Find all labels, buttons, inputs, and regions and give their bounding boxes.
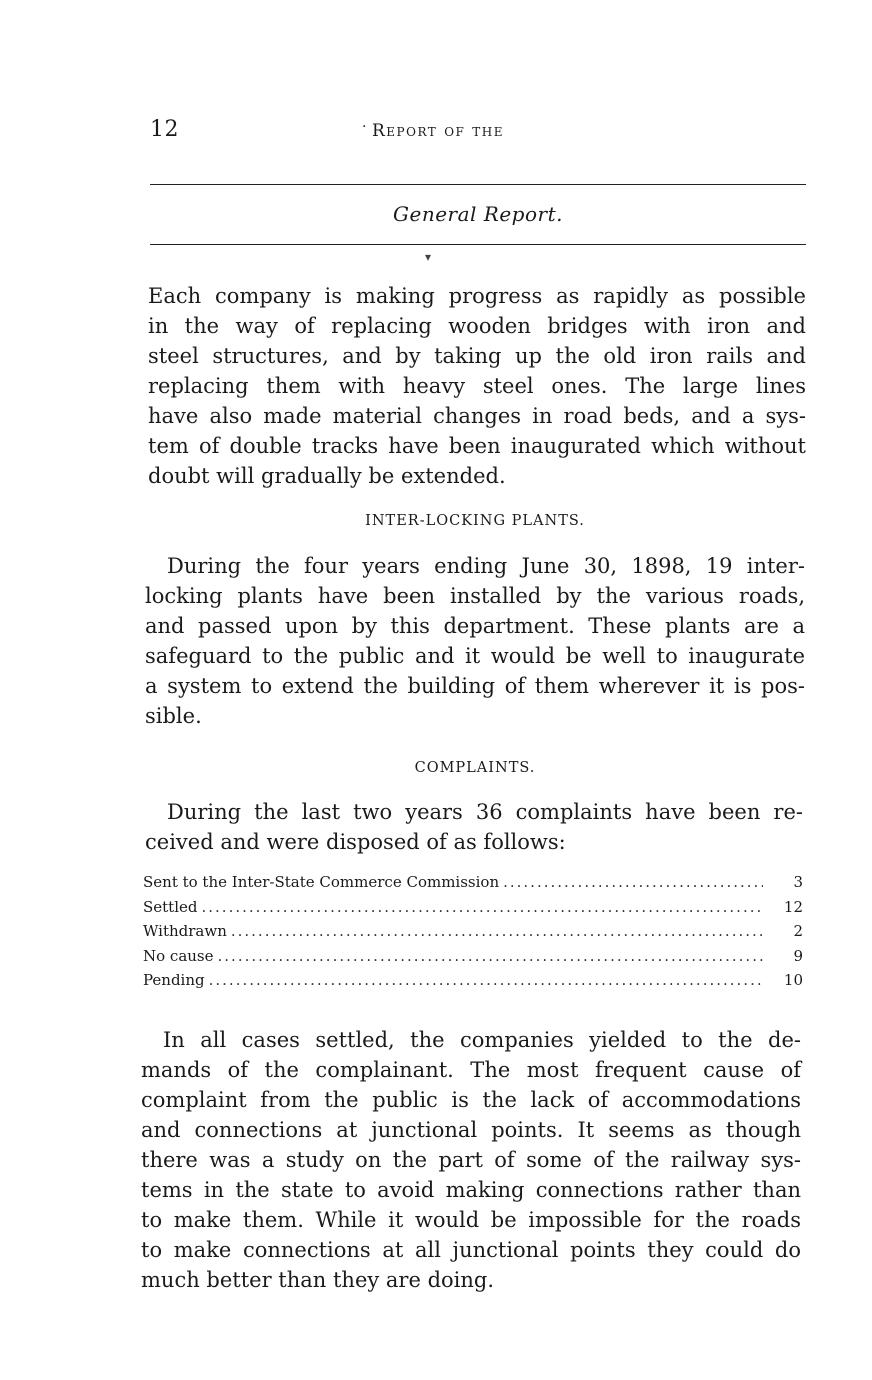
text-line: mands of the complainant. The most frequent cause of: [141, 1058, 801, 1082]
text-line: ceived and were disposed of as follows:: [145, 830, 566, 854]
leader-dots: [503, 873, 763, 891]
complaint-label: Settled: [143, 897, 198, 916]
bullet-mark-icon: ·: [362, 119, 368, 135]
running-title-text: Report of the: [372, 121, 504, 141]
complaint-count: 9: [793, 946, 803, 965]
complaint-count: 10: [783, 971, 803, 989]
text-line: replacing them with heavy steel ones. The large lines: [148, 374, 806, 398]
text-line: tem of double tracks have been inaugurated which without: [148, 434, 806, 458]
text-line: During the four years ending June 30, 1898, 19 inter-: [167, 554, 805, 578]
text-line: to make them. While it would be impossible for the roads: [141, 1208, 801, 1232]
complaint-count: 3: [793, 873, 803, 891]
text-line: During the last two years 36 complaints have been re-: [167, 800, 803, 824]
running-title: [362, 119, 504, 141]
text-line: complaint from the public is the lack of accommodations: [141, 1088, 801, 1112]
text-line: Each company is making progress as rapidly as possible: [148, 284, 806, 308]
complaints-table: [143, 873, 803, 996]
text-line: much better than they are doing.: [141, 1268, 495, 1292]
complaint-count: 2: [793, 922, 803, 940]
table-row: [143, 922, 803, 947]
text-line: and passed upon by this department. These plants are a: [145, 614, 805, 638]
subhead-interlocking-plants: INTER-LOCKING PLANTS.: [365, 513, 585, 529]
leader-dots: [231, 922, 763, 940]
paragraph-interlocking: [145, 551, 805, 731]
text-line: safeguard to the public and it would be well to inaugurate: [145, 644, 805, 668]
leader-dots: [202, 898, 764, 916]
paragraph-settled-cases: [141, 1025, 801, 1295]
text-line: a system to extend the building of them wherever it is pos-: [145, 674, 805, 698]
page-number: 12: [150, 117, 179, 142]
complaint-label: Withdrawn: [143, 922, 227, 940]
complaint-label: Sent to the Inter-State Commerce Commission: [143, 873, 500, 891]
text-line: have also made material changes in road beds, and a sys-: [148, 404, 806, 428]
text-line: doubt will gradually be extended.: [148, 464, 506, 488]
text-line: In all cases settled, the companies yielded to the de-: [163, 1028, 801, 1052]
table-row: [143, 947, 803, 972]
leader-dots: [209, 971, 763, 989]
text-line: there was a study on the part of some of the railway sys-: [141, 1148, 801, 1172]
paragraph-bridges: [148, 281, 806, 491]
text-line: sible.: [145, 704, 202, 728]
table-row: [143, 898, 803, 923]
section-title: General Report.: [393, 202, 563, 226]
text-line: to make connections at all junctional points they could do: [141, 1238, 801, 1262]
text-line: steel structures, and by taking up the old iron rails and: [148, 344, 806, 368]
complaint-count: 12: [783, 897, 803, 916]
text-line: tems in the state to avoid making connections rather than: [141, 1178, 801, 1202]
paragraph-complaints-intro: [145, 797, 803, 857]
text-line: and connections at junctional points. It seems as though: [141, 1118, 801, 1142]
complaint-label: No cause: [143, 946, 214, 965]
table-row: [143, 971, 803, 996]
leader-dots: [218, 947, 763, 965]
text-line: locking plants have been installed by the various roads,: [145, 584, 805, 608]
header-rule-top: [150, 184, 806, 185]
text-line: in the way of replacing wooden bridges with iron and: [148, 314, 806, 338]
print-mark-icon: ▾: [425, 250, 432, 264]
table-row: [143, 873, 803, 898]
complaint-label: Pending: [143, 971, 205, 989]
subhead-complaints: COMPLAINTS.: [414, 760, 536, 776]
header-rule-bottom: [150, 244, 806, 245]
